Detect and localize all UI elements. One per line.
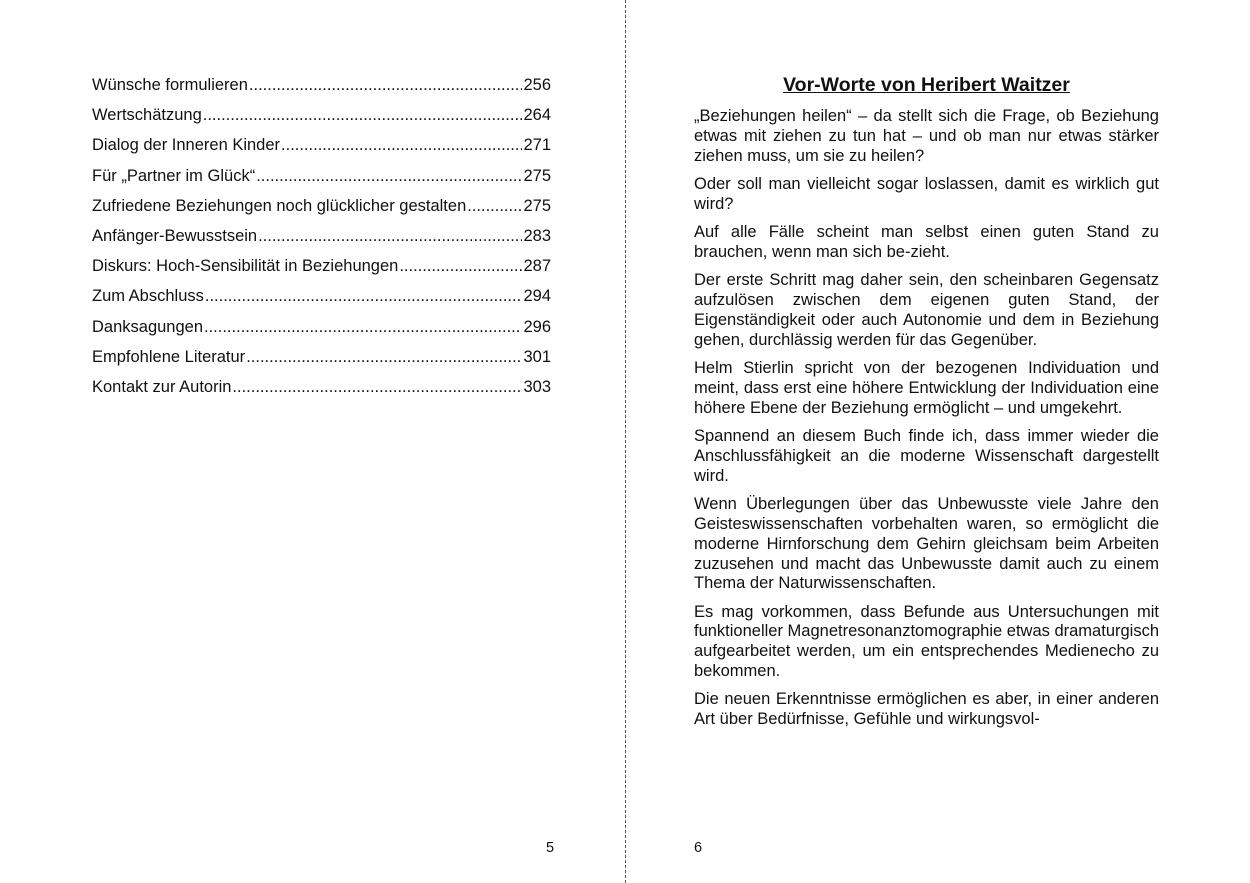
paragraph: Auf alle Fälle scheint man selbst einen guten Stand zu brauchen, wenn man sich be-zieht. xyxy=(694,223,1159,261)
toc-entry-page: 301 xyxy=(523,347,551,366)
toc-dot-leader xyxy=(258,225,522,247)
paragraph: Spannend an diesem Buch finde ich, dass immer wieder die Anschlussfähigkeit an die moderne Wissenschaft dargestellt wird. xyxy=(694,427,1159,485)
toc-entry xyxy=(92,74,551,104)
toc-entry-page: 275 xyxy=(523,196,551,215)
toc-entry-title: Zufriedene Beziehungen noch glücklicher gestalten xyxy=(92,196,467,215)
toc-dot-leader xyxy=(204,316,522,338)
toc-dot-leader xyxy=(203,104,523,126)
chapter-heading: Vor-Worte von Heribert Waitzer xyxy=(783,74,1070,96)
toc-entry-title: Empfohlene Literatur xyxy=(92,347,246,366)
paragraph: Der erste Schritt mag daher sein, den scheinbaren Gegensatz aufzulösen zwischen dem eigenen guten Stand, der Eigenständigkeit oder auch Autonomie und dem in Beziehung gehen, durchlässig werden für das Gegenüber. xyxy=(694,271,1159,349)
toc-entry xyxy=(92,255,551,285)
toc-entry-page: 275 xyxy=(523,166,551,185)
toc-dot-leader xyxy=(246,346,522,368)
toc-entry-page: 264 xyxy=(523,106,551,125)
toc-entry xyxy=(92,376,551,406)
toc-dot-leader xyxy=(205,285,523,307)
toc-entry xyxy=(92,165,551,195)
toc-entry-page: 294 xyxy=(523,287,551,306)
toc-entry xyxy=(92,104,551,134)
toc-entry-page: 296 xyxy=(523,317,551,336)
toc-entry xyxy=(92,285,551,315)
toc-entry xyxy=(92,134,551,164)
toc-entry-page: 303 xyxy=(523,377,551,396)
paragraph: Wenn Überlegungen über das Unbewusste viele Jahre den Geisteswissenschaften vorbehalten waren, so ermöglicht die moderne Hirnforschung dem Gehirn gleichsam beim Arbeiten zuzusehen und macht das Unbewusste damit auch zu einem Thema der Naturwissenschaften. xyxy=(694,495,1159,593)
toc-entry-page: 271 xyxy=(523,136,551,155)
toc-entry xyxy=(92,346,551,376)
page-divider xyxy=(625,0,626,883)
toc-entry-title: Diskurs: Hoch-Sensibilität in Beziehungen xyxy=(92,257,399,276)
toc-dot-leader xyxy=(256,165,522,187)
toc-dot-leader xyxy=(232,376,522,398)
toc-entry xyxy=(92,316,551,346)
toc-entry-title: Dialog der Inneren Kinder xyxy=(92,136,281,155)
paragraph: Die neuen Erkenntnisse ermöglichen es aber, in einer anderen Art über Bedürfnisse, Gefühle und wirkungsvol- xyxy=(694,690,1159,729)
toc-entry-page: 256 xyxy=(523,76,551,94)
toc-dot-leader xyxy=(281,134,522,156)
toc-entry-title: Wertschätzung xyxy=(92,106,202,125)
toc-dot-leader xyxy=(249,74,523,96)
toc-entry xyxy=(92,225,551,255)
page-number-right: 6 xyxy=(694,840,703,856)
toc-entry-page: 283 xyxy=(523,226,551,245)
page-number-left: 5 xyxy=(546,840,555,856)
paragraph: „Beziehungen heilen“ – da stellt sich die Frage, ob Beziehung etwas mit ziehen zu tun hat – und ob man nur etwas stärker ziehen muss, um sie zu heilen? xyxy=(694,107,1159,165)
toc-entry xyxy=(92,195,551,225)
left-page xyxy=(0,0,624,883)
toc-entry-title: Zum Abschluss xyxy=(92,287,204,306)
toc-entry-title: Für „Partner im Glück“ xyxy=(92,166,256,185)
toc-entry-page: 287 xyxy=(523,257,551,276)
toc-entry-title: Kontakt zur Autorin xyxy=(92,377,232,396)
paragraph: Helm Stierlin spricht von der bezogenen Individuation und meint, dass erst eine höhere Entwicklung der Individuation eine höhere Ebene der Beziehung ermöglicht – und umgekehrt. xyxy=(694,359,1159,417)
toc-entry-title: Danksagungen xyxy=(92,317,204,336)
toc-entry-title: Anfänger-Bewusstsein xyxy=(92,226,258,245)
toc-dot-leader xyxy=(467,195,522,217)
paragraph: Es mag vorkommen, dass Befunde aus Untersuchungen mit funktioneller Magnetresonanztomographie etwas dramaturgisch aufgearbeitet werden, um ein entsprechendes Medienecho zu bekommen. xyxy=(694,602,1160,681)
table-of-contents xyxy=(92,74,551,406)
toc-dot-leader xyxy=(399,255,522,277)
body-text xyxy=(694,107,1159,739)
paragraph: Oder soll man vielleicht sogar loslassen, damit es wirklich gut wird? xyxy=(694,174,1159,213)
toc-entry-title: Wünsche formulieren xyxy=(92,76,248,94)
